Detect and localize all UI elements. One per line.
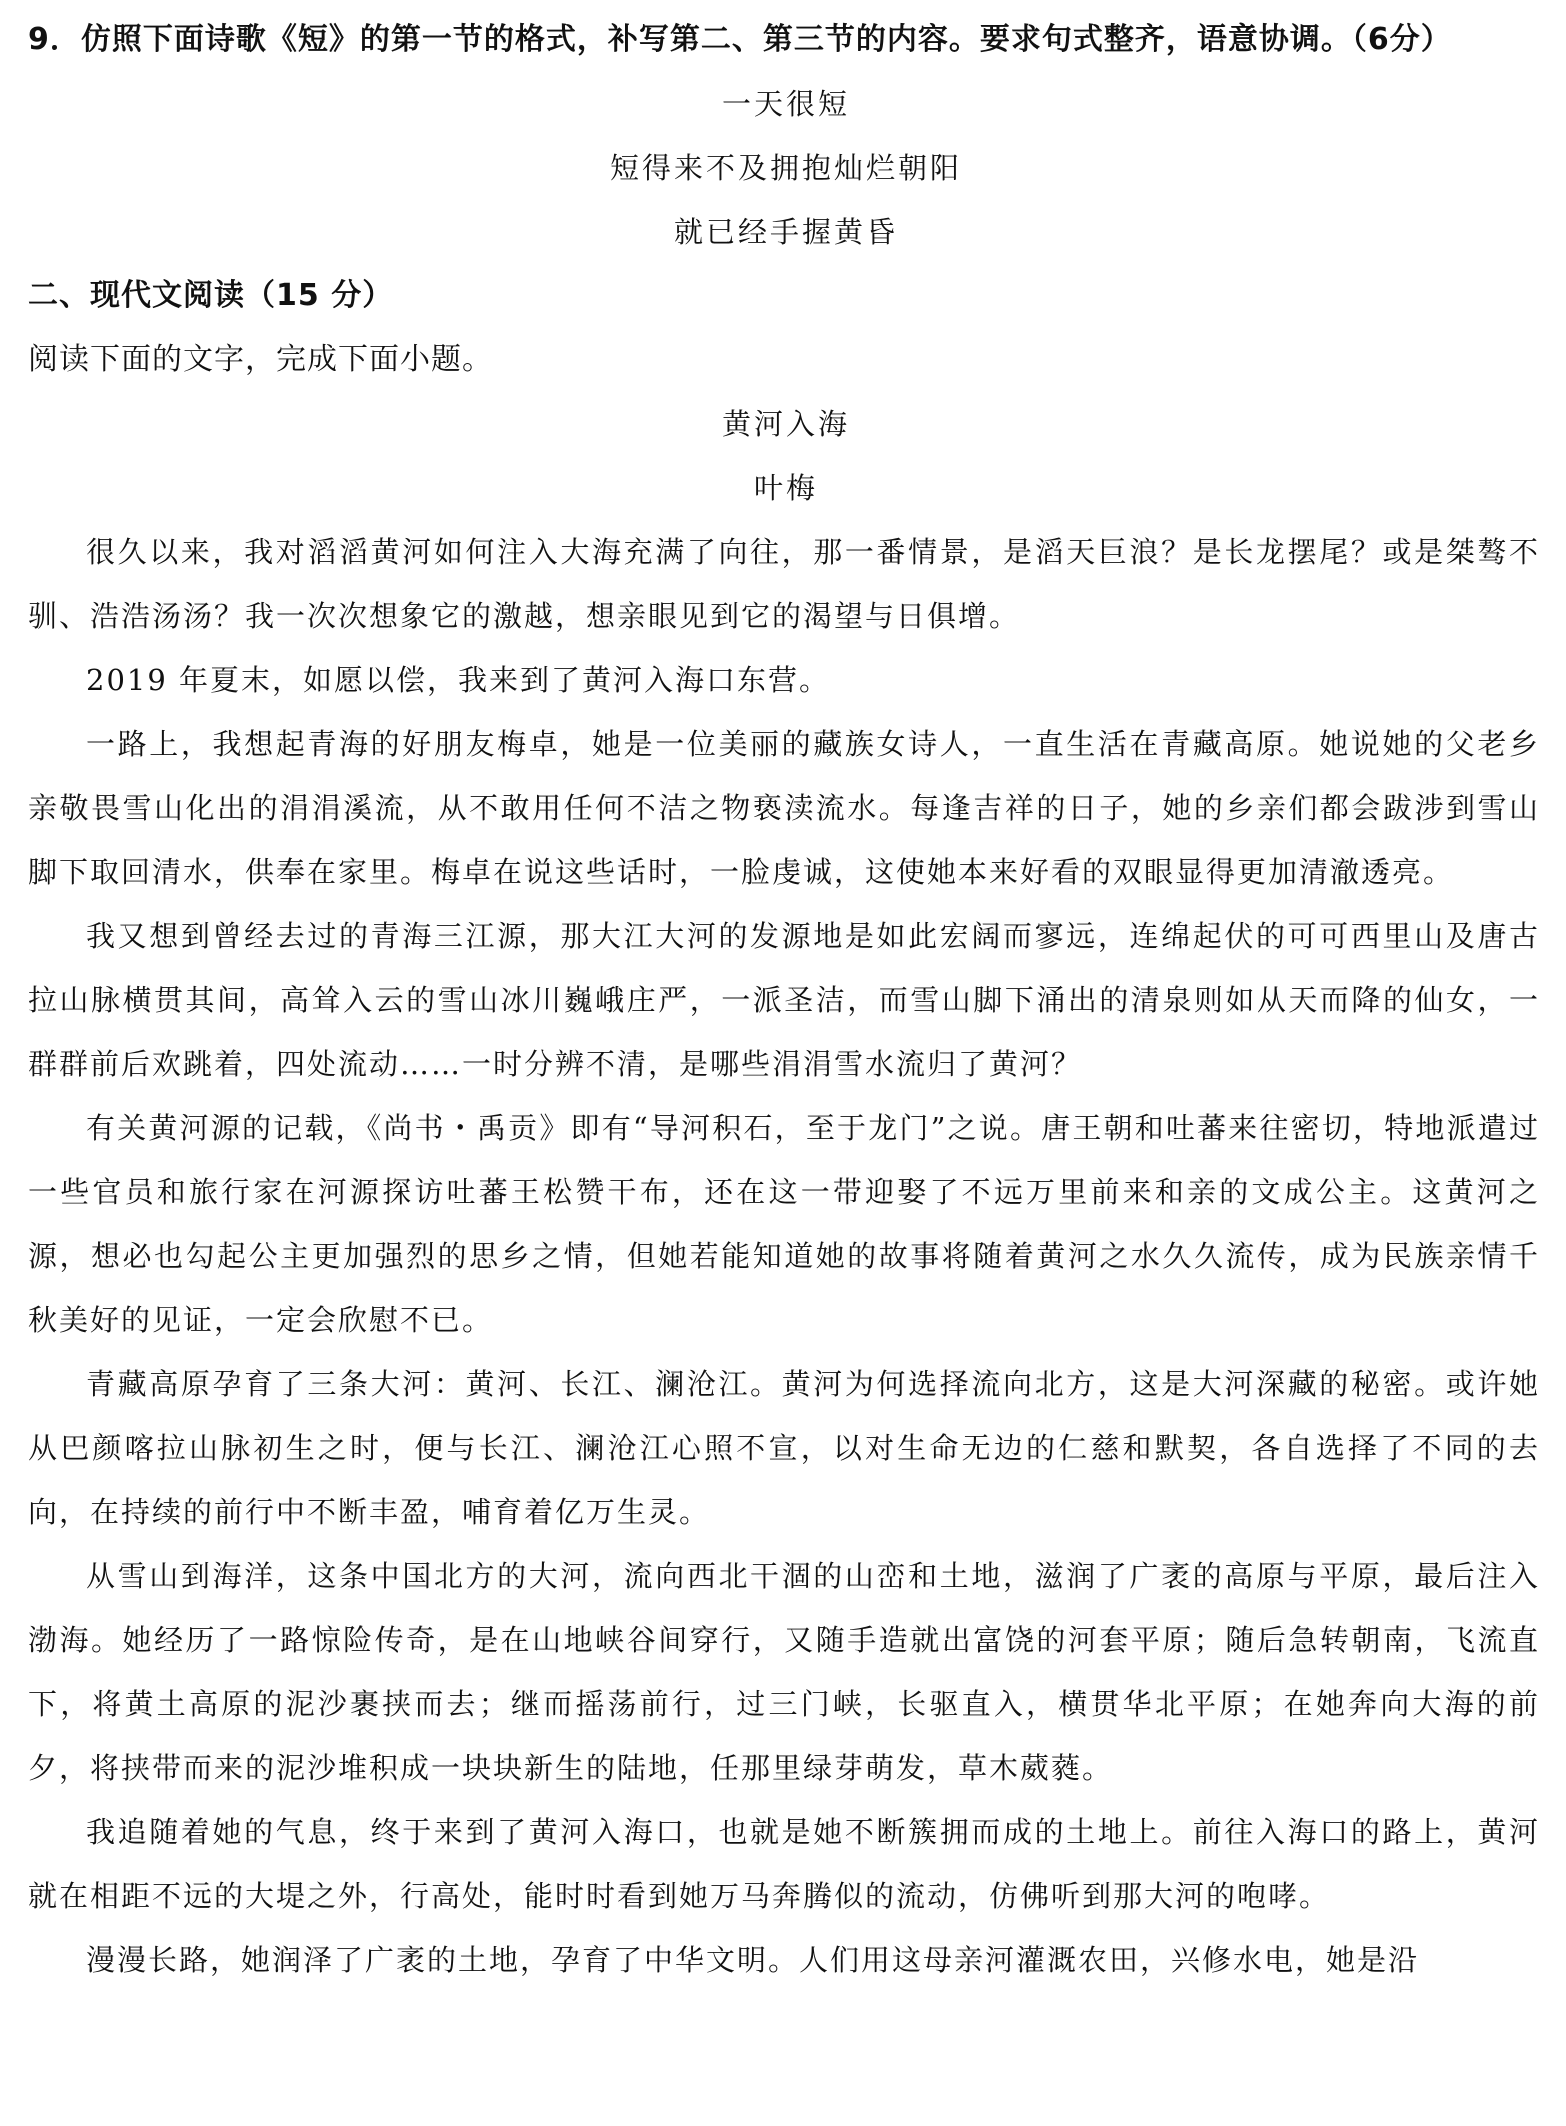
poem-line: 一天很短 <box>721 87 850 121</box>
paragraph: 2019 年夏末，如愿以偿，我来到了黄河入海口东营。 <box>86 663 831 697</box>
paragraph: 很久以来，我对滔滔黄河如何注入大海充满了向往，那一番情景，是滔天巨浪？是长龙摆尾？或是桀骜不驯、浩浩汤汤？我一次次想象它的激越，想亲眼见到它的渴望与日俱增。 <box>28 535 1540 633</box>
poem-stanza <box>28 72 1544 264</box>
question-9-title: 9．仿照下面诗歌《短》的第一节的格式，补写第二、第三节的内容。要求句式整齐，语意协调。（6分） <box>28 22 1452 57</box>
article-title: 黄河入海 <box>721 407 850 441</box>
paragraph: 漫漫长路，她润泽了广袤的土地，孕育了中华文明。人们用这母亲河灌溉农田，兴修水电，她是沿 <box>86 1943 1420 1977</box>
paragraph: 从雪山到海洋，这条中国北方的大河，流向西北干涸的山峦和土地，滋润了广袤的高原与平原，最后注入渤海。她经历了一路惊险传奇，是在山地峡谷间穿行，又随手造就出富饶的河套平原；随后急转朝南，飞流直下，将黄土高原的泥沙裹挟而去；继而摇荡前行，过三门峡，长驱直入，横贯华北平原；在她奔向大海的前夕，将挟带而来的泥沙堆积成一块块新生的陆地，任那里绿芽萌发，草木葳蕤。 <box>28 1559 1540 1785</box>
reading-instruction: 阅读下面的文字，完成下面小题。 <box>28 342 493 377</box>
paragraph: 青藏高原孕育了三条大河：黄河、长江、澜沧江。黄河为何选择流向北方，这是大河深藏的秘密。或许她从巴颜喀拉山脉初生之时，便与长江、澜沧江心照不宣，以对生命无边的仁慈和默契，各自选择了不同的去向，在持续的前行中不断丰盈，哺育着亿万生灵。 <box>28 1367 1540 1529</box>
poem-line: 短得来不及拥抱灿烂朝阳 <box>609 151 962 185</box>
article-body <box>28 520 1544 1992</box>
paragraph: 一路上，我想起青海的好朋友梅卓，她是一位美丽的藏族女诗人，一直生活在青藏高原。她说她的父老乡亲敬畏雪山化出的涓涓溪流，从不敢用任何不洁之物亵渎流水。每逢吉祥的日子，她的乡亲们都会跋涉到雪山脚下取回清水，供奉在家里。梅卓在说这些话时，一脸虔诚，这使她本来好看的双眼显得更加清澈透亮。 <box>28 727 1540 889</box>
exam-page <box>28 0 1544 1992</box>
paragraph: 有关黄河源的记载，《尚书・禹贡》即有“导河积石，至于龙门”之说。唐王朝和吐蕃来往密切，特地派遣过一些官员和旅行家在河源探访吐蕃王松赞干布，还在这一带迎娶了不远万里前来和亲的文成公主。这黄河之源，想必也勾起公主更加强烈的思乡之情，但她若能知道她的故事将随着黄河之水久久流传，成为民族亲情千秋美好的见证，一定会欣慰不已。 <box>28 1111 1540 1337</box>
paragraph: 我又想到曾经去过的青海三江源，那大江大河的发源地是如此宏阔而寥远，连绵起伏的可可西里山及唐古拉山脉横贯其间，高耸入云的雪山冰川巍峨庄严，一派圣洁，而雪山脚下涌出的清泉则如从天而降的仙女，一群群前后欢跳着，四处流动……一时分辨不清，是哪些涓涓雪水流归了黄河？ <box>28 919 1540 1081</box>
paragraph: 我追随着她的气息，终于来到了黄河入海口，也就是她不断簇拥而成的土地上。前往入海口的路上，黄河就在相距不远的大堤之外，行高处，能时时看到她万马奔腾似的流动，仿佛听到那大河的咆哮。 <box>28 1815 1540 1913</box>
article-author: 叶梅 <box>753 471 818 505</box>
section-heading: 二、现代文阅读（15 分） <box>28 278 394 313</box>
poem-line: 就已经手握黄昏 <box>673 215 898 249</box>
